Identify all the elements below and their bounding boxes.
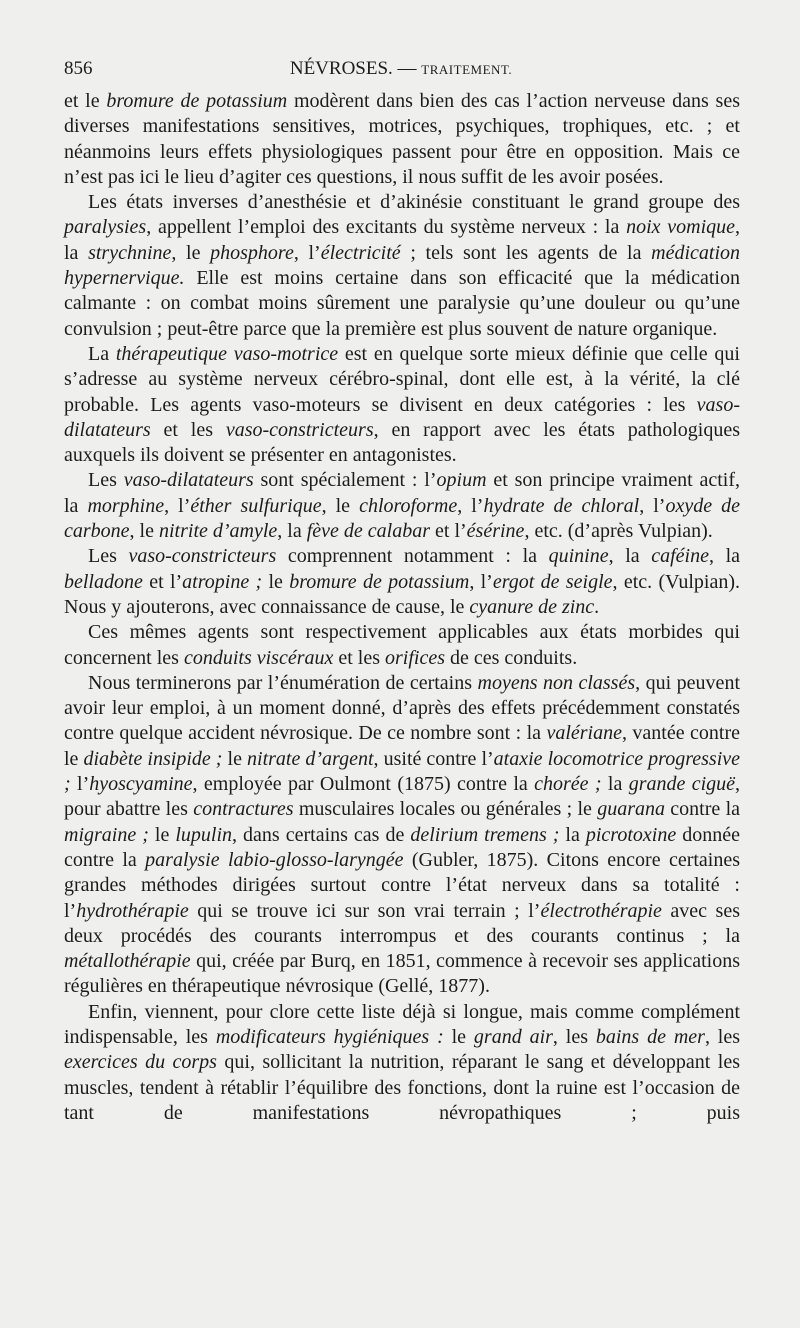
paragraph — [64, 620, 740, 671]
italic-term: belladone — [64, 570, 143, 593]
italic-term: nitrite d’amyle — [158, 520, 278, 543]
text-run: musculaires locales ou générales ; le — [293, 798, 598, 821]
text-run: , usité contre l’ — [373, 747, 494, 770]
title-separator: — — [397, 58, 417, 79]
text-run: , l’ — [293, 241, 321, 264]
text-run: et l’ — [142, 570, 183, 593]
text-run: le — [148, 823, 176, 846]
italic-term: oxyde de carbone — [64, 494, 740, 543]
text-run: , la — [708, 545, 740, 568]
text-run: le — [262, 570, 290, 593]
italic-term: ergot de seigle — [492, 570, 613, 593]
text-run: le — [443, 1025, 474, 1048]
text-run: Elle est moins certaine dans son efficacité que la médication calmante : on combat moins sûrement une paralysie qu’une douleur ou qu’une convulsion ; peut-être parce que la première est plus souvent de nature organique. — [64, 267, 740, 340]
text-run: , en rapport avec les états pathologiques auxquels ils doivent se présenter en antagonistes. — [64, 418, 740, 467]
text-run: sont spécialement : l’ — [253, 469, 437, 492]
text-run: l’ — [70, 773, 90, 796]
italic-term: hydrothérapie — [76, 899, 189, 922]
text-run: Ces mêmes agents sont respectivement applicables aux états morbides qui concernent les — [64, 621, 740, 669]
text-run: qui, créée par Burq, en 1851, commence à recevoir ses applications régulières en thérapeutique névrosique (Gellé, 1877). — [64, 950, 740, 998]
italic-term: ataxie locomotrice progressive ; — [64, 747, 741, 796]
italic-term: migraine ; — [64, 823, 149, 846]
italic-term: quinine — [548, 545, 609, 568]
text-run: , l’ — [457, 494, 484, 517]
text-run: , le — [321, 494, 360, 517]
italic-term: médication hypernervique. — [64, 241, 741, 290]
text-run: avec ses deux procédés des courants interrompus et des courants continus ; la — [64, 899, 740, 947]
section-title: TRAITEMENT. — [421, 62, 513, 77]
text-run: la — [601, 773, 629, 796]
text-run: , qui peuvent avoir leur emploi, à un moment donné, d’après des effets précédemment constatés contre quelque accident névrosique. De ce nombre sont : la — [64, 671, 740, 745]
paragraph — [64, 342, 740, 468]
paragraph — [64, 468, 740, 544]
text-run: comprennent notamment : la — [276, 545, 549, 568]
page-number: 856 — [64, 58, 93, 79]
italic-term: grand air — [473, 1025, 553, 1048]
italic-term: fève de calabar — [306, 520, 431, 543]
italic-term: électricité — [320, 241, 401, 264]
italic-term: nitrate d’argent — [247, 747, 374, 770]
text-run: et le — [64, 90, 107, 112]
italic-term: grande ciguë — [628, 773, 736, 796]
italic-term: métallothérapie — [64, 950, 191, 973]
italic-term: atropine ; — [182, 570, 263, 593]
italic-term: bromure de potassium — [289, 570, 470, 593]
text-run: , les — [552, 1025, 596, 1048]
text-run: et les — [150, 418, 226, 441]
text-run: le — [222, 747, 248, 770]
text-run: , les — [704, 1025, 741, 1048]
italic-term: vaso-constricteurs — [128, 545, 277, 568]
italic-term: éther sulfurique — [190, 494, 322, 517]
text-run: , appellent l’emploi des excitants du système nerveux : la — [146, 216, 627, 239]
italic-term: paralysie labio-glosso-laryngée — [145, 848, 404, 871]
text-run: Nous terminerons par l’énumération de certains — [88, 671, 478, 694]
text-run: , la — [277, 520, 307, 543]
running-header — [64, 58, 738, 84]
italic-term: phosphore — [210, 241, 294, 264]
italic-term: vaso-dilatateurs — [64, 393, 740, 441]
body-text — [64, 89, 740, 1126]
italic-term: paralysies — [64, 216, 147, 239]
text-run: la — [559, 823, 586, 846]
italic-term: delirium tremens ; — [410, 823, 560, 846]
paragraph — [64, 89, 740, 190]
italic-term: exercices du corps — [64, 1051, 217, 1074]
italic-term: morphine — [87, 494, 165, 517]
text-run: , pour abattre les — [64, 773, 741, 821]
italic-term: thérapeutique vaso-motrice — [115, 342, 339, 365]
text-run: , le — [129, 520, 159, 543]
text-run: , l’ — [469, 570, 493, 593]
italic-term: diabète insipide ; — [83, 747, 223, 770]
paragraph — [64, 544, 740, 620]
text-run: (Gubler, 1875). Citons encore certaines grandes méthodes dirigées surtout contre l’état nerveux dans sa totalité : l’ — [64, 848, 741, 922]
running-title — [64, 58, 738, 80]
paragraph — [64, 1000, 740, 1126]
text-run: et son principe vraiment actif, la — [64, 469, 740, 517]
text-run: Les états inverses d’anesthésie et d’akinésie constituant le grand groupe des — [88, 191, 740, 214]
text-run: La — [88, 342, 116, 365]
italic-term: ésérine — [466, 520, 525, 543]
text-run: , dans certains cas de — [232, 823, 411, 846]
text-run: est en quelque sorte mieux définie que celle qui s’adresse au système nerveux cérébro-spinal, dont elle est, à la vérité, la clé probable. Les agents vaso-moteurs se divisent en deux catégories : les — [64, 342, 740, 416]
text-run: , employée par Oulmont (1875) contre la — [192, 773, 535, 796]
italic-term: cyanure de zinc — [469, 595, 595, 618]
text-run: . — [594, 595, 600, 618]
italic-term: électrothérapie — [540, 899, 662, 922]
italic-term: hydrate de chloral — [483, 494, 640, 517]
text-run: , l’ — [164, 494, 191, 517]
text-run: , etc. (d’après Vulpian). — [524, 520, 713, 543]
italic-term: strychnine — [88, 241, 172, 264]
italic-term: noix vomique — [626, 216, 736, 239]
text-run: Les — [88, 545, 129, 568]
italic-term: contractures — [193, 798, 294, 821]
text-run: , la — [64, 216, 741, 264]
paragraph — [64, 671, 740, 1000]
text-run: , etc. (Vulpian). Nous y ajouterons, avec connaissance de cause, le — [64, 570, 740, 618]
text-run: modèrent dans bien des cas l’action nerveuse dans ses diverses manifestations sensitives, motrices, psychiques, trophiques, etc. ; et néanmoins leurs effets physiologiques passent pour être en opposition. Mais ce n’est pas ici le lieu d’agiter ces questions, il nous suffit de les avoir posées. — [64, 90, 740, 188]
italic-term: vaso-constricteurs — [225, 418, 374, 441]
text-run: et les — [333, 646, 386, 669]
italic-term: guarana — [597, 798, 665, 821]
italic-term: bromure de potassium — [106, 90, 288, 112]
italic-term: modificateurs hygiéniques : — [215, 1025, 444, 1048]
text-run: de ces conduits. — [445, 646, 578, 669]
italic-term: picrotoxine — [585, 823, 677, 846]
italic-term: vaso-dilatateurs — [123, 469, 254, 492]
text-run: Les — [88, 469, 124, 492]
italic-term: chloroforme — [359, 494, 458, 517]
chapter-title: NÉVROSES. — [289, 58, 393, 79]
text-run: et l’ — [430, 520, 467, 543]
text-run: contre la — [665, 798, 741, 821]
italic-term: bains de mer — [595, 1025, 705, 1048]
text-run: , l’ — [639, 494, 666, 517]
text-run: ; tels sont les agents de la — [400, 241, 652, 264]
italic-term: chorée ; — [534, 773, 602, 796]
italic-term: orifices — [385, 646, 446, 669]
text-run: , la — [608, 545, 652, 568]
text-run: qui, sollicitant la nutrition, réparant le sang et développant les muscles, tendent à rétablir l’équilibre des fonctions, dont la ruine est l’occasion de tant de manifestations névropathiques ; puis — [64, 1051, 740, 1124]
text-run: donnée contre la — [64, 823, 740, 871]
italic-term: lupulin — [175, 823, 233, 846]
italic-term: valériane — [546, 722, 622, 745]
text-run: , le — [171, 241, 211, 264]
paragraph — [64, 190, 740, 342]
italic-term: moyens non classés — [477, 671, 636, 694]
italic-term: hyoscyamine — [89, 773, 193, 796]
italic-term: opium — [436, 469, 487, 492]
text-run: qui se trouve ici sur son vrai terrain ; l’ — [188, 899, 541, 922]
italic-term: conduits viscéraux — [183, 646, 334, 669]
italic-term: caféine — [651, 545, 709, 568]
text-run: Enfin, viennent, pour clore cette liste déjà si longue, mais comme complément indispensable, les — [64, 1000, 740, 1048]
text-run: , vantée contre le — [64, 722, 740, 770]
